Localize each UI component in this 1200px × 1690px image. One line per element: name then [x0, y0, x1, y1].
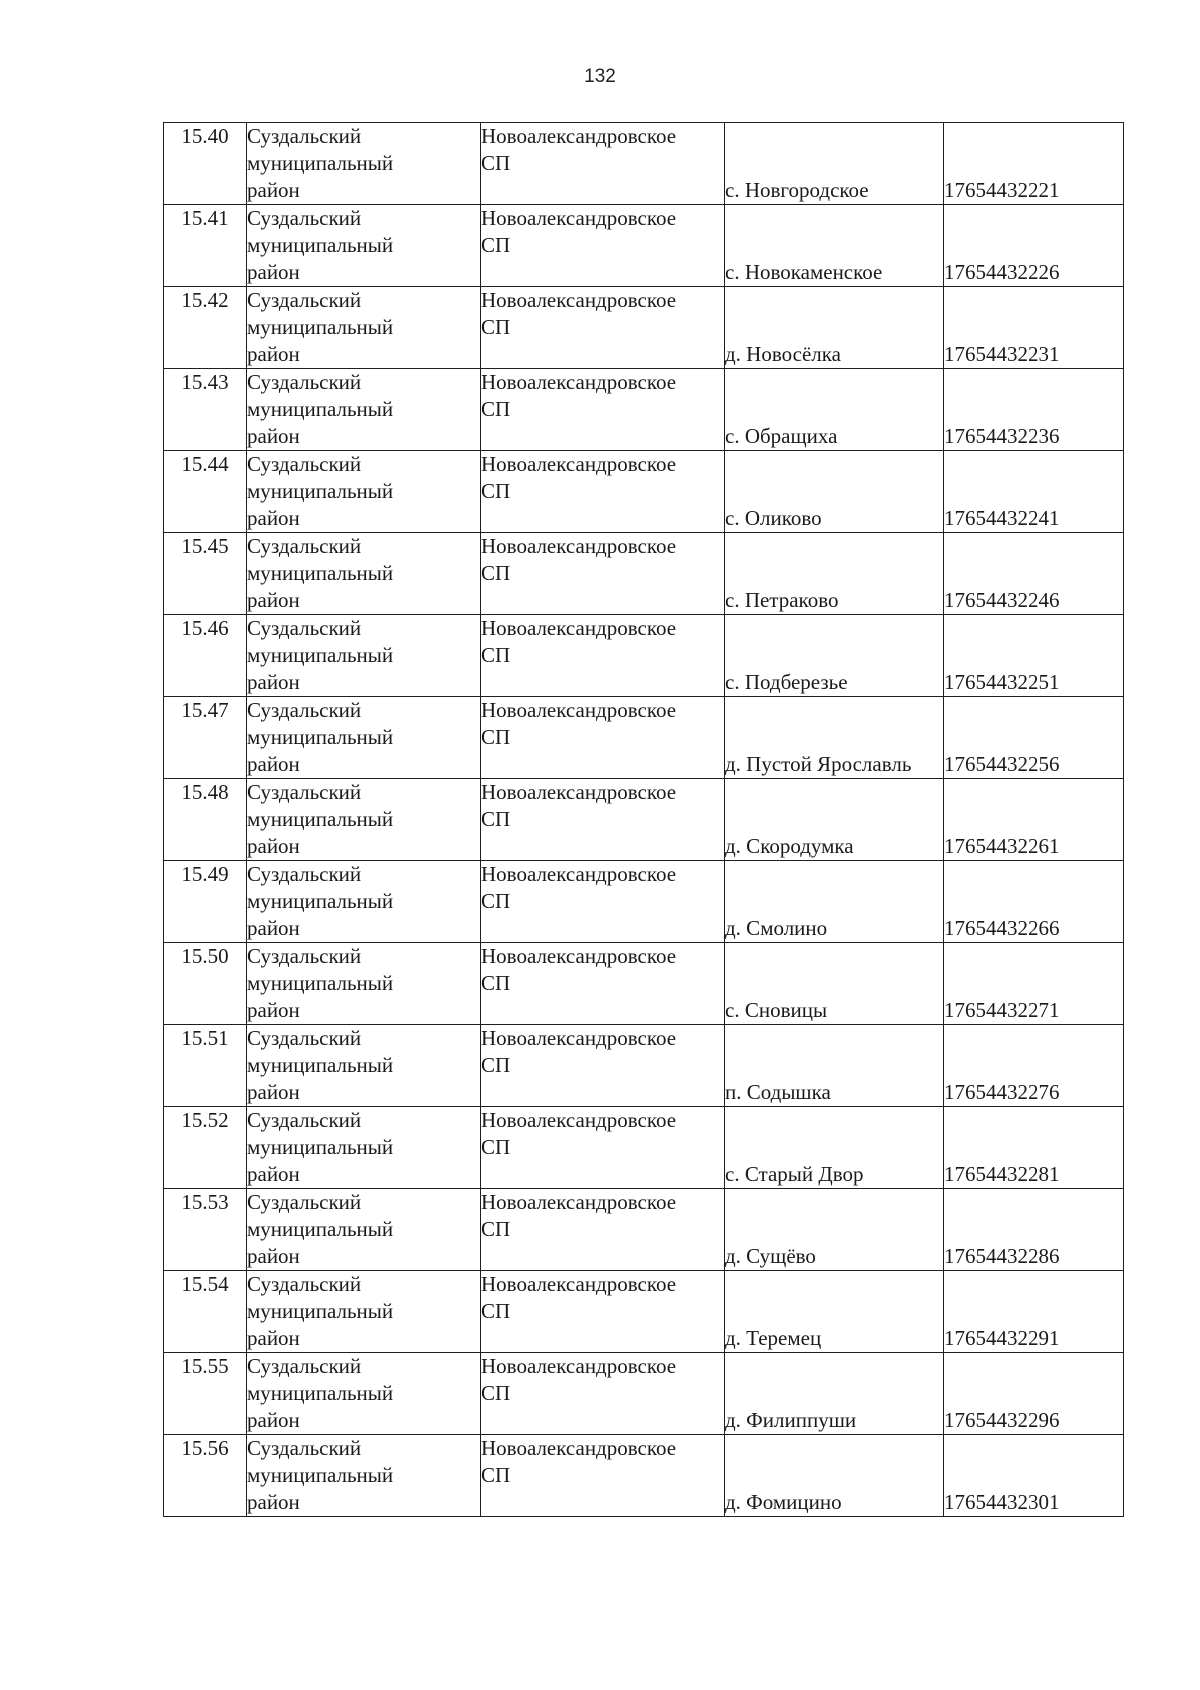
district-cell	[247, 779, 481, 861]
district-text-line: район	[247, 342, 300, 366]
oktmo-code-cell: 17654432296	[944, 1353, 1124, 1435]
table-row	[164, 697, 1124, 779]
district-text-line: Суздальский	[247, 370, 362, 394]
settlement-text-line: Новоалександровское	[481, 1354, 677, 1378]
district-text-line: Суздальский	[247, 780, 362, 804]
district-text-line: район	[247, 178, 300, 202]
table-row	[164, 287, 1124, 369]
settlement-text-line: СП	[481, 1217, 511, 1241]
settlement-text-line: Новоалександровское	[481, 370, 677, 394]
row-number-cell: 15.56	[164, 1435, 247, 1517]
district-cell	[247, 1025, 481, 1107]
district-text-line: район	[247, 1326, 300, 1350]
table-row	[164, 451, 1124, 533]
settlement-text-line: Новоалександровское	[481, 944, 677, 968]
oktmo-code-cell: 17654432231	[944, 287, 1124, 369]
locality-cell: с. Сновицы	[725, 943, 944, 1025]
settlement-cell	[481, 533, 725, 615]
settlement-text-line: СП	[481, 971, 511, 995]
settlement-cell	[481, 943, 725, 1025]
locality-cell: с. Новокаменское	[725, 205, 944, 287]
settlement-text-line: Новоалександровское	[481, 124, 677, 148]
district-text-line: муниципальный	[247, 807, 394, 831]
district-text-line: район	[247, 1162, 300, 1186]
settlement-text-line: Новоалександровское	[481, 616, 677, 640]
district-text-line: муниципальный	[247, 725, 394, 749]
district-text-line: муниципальный	[247, 233, 394, 257]
district-text-line: муниципальный	[247, 479, 394, 503]
oktmo-code-cell: 17654432266	[944, 861, 1124, 943]
district-text-line: район	[247, 670, 300, 694]
locality-cell: д. Пустой Ярославль	[725, 697, 944, 779]
locality-cell: д. Новосёлка	[725, 287, 944, 369]
locality-cell: д. Теремец	[725, 1271, 944, 1353]
district-text-line: муниципальный	[247, 1217, 394, 1241]
settlement-text-line: СП	[481, 397, 511, 421]
settlement-text-line: СП	[481, 1299, 511, 1323]
row-number-cell: 15.42	[164, 287, 247, 369]
district-text-line: муниципальный	[247, 315, 394, 339]
district-text-line: Суздальский	[247, 1108, 362, 1132]
oktmo-code-cell: 17654432286	[944, 1189, 1124, 1271]
row-number-cell: 15.54	[164, 1271, 247, 1353]
district-text-line: муниципальный	[247, 1135, 394, 1159]
oktmo-code-cell: 17654432276	[944, 1025, 1124, 1107]
table-row	[164, 205, 1124, 287]
district-cell	[247, 533, 481, 615]
settlement-cell	[481, 1353, 725, 1435]
district-text-line: муниципальный	[247, 643, 394, 667]
settlement-cell	[481, 205, 725, 287]
district-text-line: Суздальский	[247, 124, 362, 148]
settlement-text-line: СП	[481, 561, 511, 585]
locality-cell: п. Содышка	[725, 1025, 944, 1107]
district-cell	[247, 369, 481, 451]
row-number-cell: 15.48	[164, 779, 247, 861]
district-text-line: муниципальный	[247, 151, 394, 175]
locality-cell: с. Старый Двор	[725, 1107, 944, 1189]
district-text-line: муниципальный	[247, 971, 394, 995]
settlement-cell	[481, 1435, 725, 1517]
district-text-line: муниципальный	[247, 1053, 394, 1077]
row-number-cell: 15.47	[164, 697, 247, 779]
row-number-cell: 15.41	[164, 205, 247, 287]
oktmo-code-cell: 17654432261	[944, 779, 1124, 861]
table-row	[164, 369, 1124, 451]
row-number-cell: 15.49	[164, 861, 247, 943]
district-text-line: муниципальный	[247, 1463, 394, 1487]
district-text-line: район	[247, 916, 300, 940]
row-number-cell: 15.45	[164, 533, 247, 615]
oktmo-code-cell: 17654432301	[944, 1435, 1124, 1517]
settlement-text-line: СП	[481, 151, 511, 175]
district-text-line: Суздальский	[247, 534, 362, 558]
table-row	[164, 1189, 1124, 1271]
locality-cell: д. Смолино	[725, 861, 944, 943]
settlement-text-line: СП	[481, 315, 511, 339]
row-number-cell: 15.51	[164, 1025, 247, 1107]
settlement-text-line: СП	[481, 1053, 511, 1077]
settlement-text-line: СП	[481, 1381, 511, 1405]
table-row	[164, 123, 1124, 205]
settlement-text-line: СП	[481, 643, 511, 667]
row-number-cell: 15.43	[164, 369, 247, 451]
district-text-line: Суздальский	[247, 1436, 362, 1460]
locality-cell: с. Новгородское	[725, 123, 944, 205]
district-text-line: Суздальский	[247, 616, 362, 640]
district-text-line: район	[247, 998, 300, 1022]
oktmo-code-cell: 17654432271	[944, 943, 1124, 1025]
settlement-cell	[481, 123, 725, 205]
district-cell	[247, 861, 481, 943]
settlement-text-line: Новоалександровское	[481, 1436, 677, 1460]
settlement-text-line: СП	[481, 807, 511, 831]
oktmo-code-cell: 17654432221	[944, 123, 1124, 205]
table-row	[164, 1435, 1124, 1517]
settlement-text-line: СП	[481, 1135, 511, 1159]
settlement-cell	[481, 287, 725, 369]
settlement-text-line: СП	[481, 479, 511, 503]
locality-cell: с. Оликово	[725, 451, 944, 533]
settlement-text-line: Новоалександровское	[481, 288, 677, 312]
table-row	[164, 615, 1124, 697]
settlement-text-line: Новоалександровское	[481, 534, 677, 558]
locality-cell: с. Обращиха	[725, 369, 944, 451]
table-row	[164, 861, 1124, 943]
settlement-cell	[481, 779, 725, 861]
settlement-cell	[481, 697, 725, 779]
district-text-line: муниципальный	[247, 1381, 394, 1405]
district-cell	[247, 1353, 481, 1435]
settlements-table	[163, 122, 1124, 1517]
district-text-line: Суздальский	[247, 862, 362, 886]
district-text-line: Суздальский	[247, 1354, 362, 1378]
settlement-text-line: СП	[481, 233, 511, 257]
locality-cell: д. Скородумка	[725, 779, 944, 861]
district-cell	[247, 1271, 481, 1353]
district-text-line: муниципальный	[247, 889, 394, 913]
table-row	[164, 1353, 1124, 1435]
district-text-line: район	[247, 424, 300, 448]
settlement-text-line: СП	[481, 725, 511, 749]
row-number-cell: 15.40	[164, 123, 247, 205]
oktmo-code-cell: 17654432281	[944, 1107, 1124, 1189]
settlement-cell	[481, 615, 725, 697]
settlement-cell	[481, 1107, 725, 1189]
table-body	[164, 123, 1124, 1517]
settlement-text-line: СП	[481, 1463, 511, 1487]
settlement-text-line: Новоалександровское	[481, 452, 677, 476]
settlement-cell	[481, 1189, 725, 1271]
district-cell	[247, 1435, 481, 1517]
oktmo-code-cell: 17654432236	[944, 369, 1124, 451]
table-row	[164, 943, 1124, 1025]
district-cell	[247, 287, 481, 369]
oktmo-code-cell: 17654432251	[944, 615, 1124, 697]
row-number-cell: 15.52	[164, 1107, 247, 1189]
district-cell	[247, 697, 481, 779]
settlement-cell	[481, 1025, 725, 1107]
district-text-line: Суздальский	[247, 1026, 362, 1050]
district-cell	[247, 451, 481, 533]
district-text-line: район	[247, 506, 300, 530]
district-text-line: муниципальный	[247, 1299, 394, 1323]
district-text-line: муниципальный	[247, 561, 394, 585]
oktmo-code-cell: 17654432226	[944, 205, 1124, 287]
settlement-cell	[481, 451, 725, 533]
locality-cell: д. Фомицино	[725, 1435, 944, 1517]
district-text-line: район	[247, 1080, 300, 1104]
oktmo-code-cell: 17654432241	[944, 451, 1124, 533]
row-number-cell: 15.55	[164, 1353, 247, 1435]
locality-cell: д. Филиппуши	[725, 1353, 944, 1435]
table-row	[164, 533, 1124, 615]
district-text-line: Суздальский	[247, 288, 362, 312]
district-cell	[247, 123, 481, 205]
locality-cell: с. Петраково	[725, 533, 944, 615]
settlement-cell	[481, 369, 725, 451]
oktmo-code-cell: 17654432256	[944, 697, 1124, 779]
table-row	[164, 1025, 1124, 1107]
district-text-line: район	[247, 1490, 300, 1514]
district-cell	[247, 615, 481, 697]
district-text-line: район	[247, 1244, 300, 1268]
locality-cell: д. Сущёво	[725, 1189, 944, 1271]
district-cell	[247, 205, 481, 287]
settlement-text-line: Новоалександровское	[481, 1272, 677, 1296]
district-text-line: район	[247, 260, 300, 284]
row-number-cell: 15.46	[164, 615, 247, 697]
district-text-line: район	[247, 834, 300, 858]
district-cell	[247, 943, 481, 1025]
row-number-cell: 15.50	[164, 943, 247, 1025]
settlement-cell	[481, 1271, 725, 1353]
district-text-line: Суздальский	[247, 1190, 362, 1214]
oktmo-code-cell: 17654432246	[944, 533, 1124, 615]
settlement-text-line: Новоалександровское	[481, 1108, 677, 1132]
district-text-line: район	[247, 752, 300, 776]
settlement-text-line: Новоалександровское	[481, 698, 677, 722]
settlement-text-line: Новоалександровское	[481, 206, 677, 230]
district-cell	[247, 1189, 481, 1271]
settlement-text-line: Новоалександровское	[481, 1026, 677, 1050]
settlement-text-line: Новоалександровское	[481, 780, 677, 804]
district-text-line: район	[247, 1408, 300, 1432]
table-row	[164, 1107, 1124, 1189]
settlement-text-line: Новоалександровское	[481, 862, 677, 886]
row-number-cell: 15.53	[164, 1189, 247, 1271]
settlement-cell	[481, 861, 725, 943]
oktmo-code-cell: 17654432291	[944, 1271, 1124, 1353]
district-text-line: Суздальский	[247, 1272, 362, 1296]
district-text-line: район	[247, 588, 300, 612]
row-number-cell: 15.44	[164, 451, 247, 533]
page-number: 132	[584, 66, 616, 87]
table-row	[164, 1271, 1124, 1353]
settlement-text-line: Новоалександровское	[481, 1190, 677, 1214]
settlement-text-line: СП	[481, 889, 511, 913]
district-text-line: Суздальский	[247, 452, 362, 476]
table-row	[164, 779, 1124, 861]
locality-cell: с. Подберезье	[725, 615, 944, 697]
district-cell	[247, 1107, 481, 1189]
district-text-line: Суздальский	[247, 698, 362, 722]
district-text-line: Суздальский	[247, 944, 362, 968]
district-text-line: Суздальский	[247, 206, 362, 230]
district-text-line: муниципальный	[247, 397, 394, 421]
